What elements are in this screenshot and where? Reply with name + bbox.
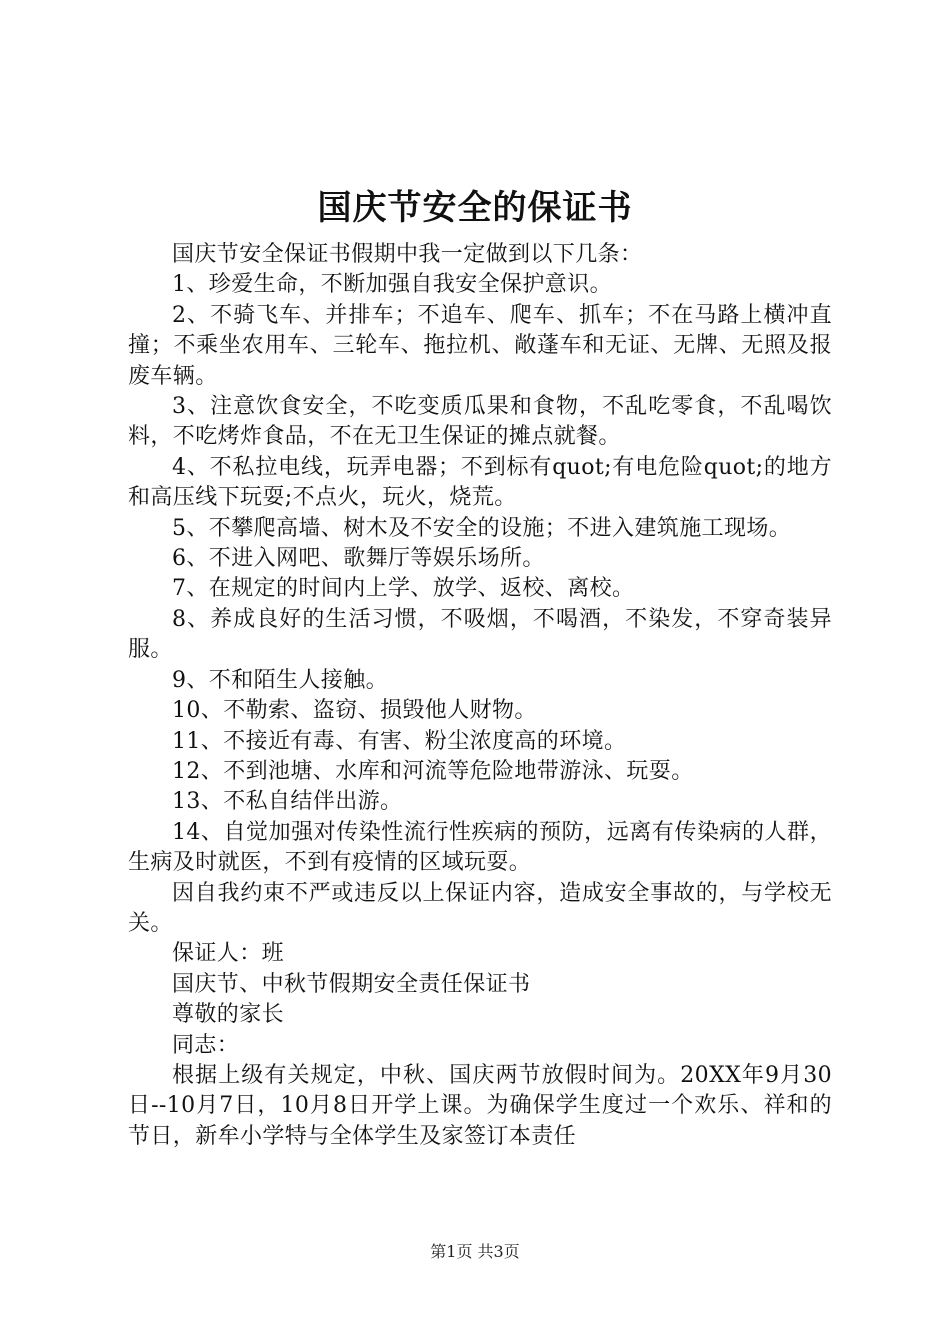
paragraph: 1、珍爱生命，不断加强自我安全保护意识。 (172, 272, 612, 298)
salutation: 同志： (172, 1032, 240, 1058)
paragraph: 5、不攀爬高墙、树木及不安全的设施；不进入建筑施工现场。 (172, 515, 792, 541)
page-number: 第1页 共3页 (430, 1242, 520, 1261)
paragraph: 12、不到池塘、水库和河流等危险地带游泳、玩耍。 (172, 758, 694, 784)
paragraph: 14、自觉加强对传染性流行性疾病的预防，远离有传染病的人群，生病及时就医，不到有疫情的区域玩耍。 (128, 819, 832, 876)
paragraph: 根据上级有关规定，中秋、国庆两节放假时间为。20XX年9月30日--10月7日，10月8日开学上课。为确保学生度过一个欢乐、祥和的节日，新牟小学特与全体学生及家签订本责任 (128, 1062, 832, 1149)
document-body (128, 240, 832, 1152)
section-heading: 国庆节、中秋节假期安全责任保证书 (172, 971, 531, 997)
paragraph: 国庆节安全保证书假期中我一定做到以下几条： (172, 242, 643, 267)
paragraph: 7、在规定的时间内上学、放学、返校、离校。 (172, 576, 635, 602)
paragraph: 4、不私拉电线，玩弄电器；不到标有quot;有电危险quot;的地方和高压线下玩耍;不点火，玩火，烧荒。 (128, 454, 832, 511)
paragraph: 10、不勒索、盗窃、损毁他人财物。 (172, 698, 537, 724)
paragraph: 13、不私自结伴出游。 (172, 789, 403, 815)
paragraph: 2、不骑飞车、并排车；不追车、爬车、抓车；不在马路上横冲直撞；不乘坐农用车、三轮车、拖拉机、敞蓬车和无证、无牌、无照及报废车辆。 (128, 302, 832, 389)
paragraph: 6、不进入网吧、歌舞厅等娱乐场所。 (172, 546, 545, 572)
paragraph: 9、不和陌生人接触。 (172, 667, 388, 693)
paragraph: 因自我约束不严或违反以上保证内容，造成安全事故的，与学校无关。 (128, 880, 832, 936)
paragraph: 11、不接近有毒、有害、粉尘浓度高的环境。 (172, 728, 627, 754)
paragraph: 3、注意饮食安全，不吃变质瓜果和食物，不乱吃零食，不乱喝饮料，不吃烤炸食品，不在无卫生保证的摊点就餐。 (128, 394, 832, 450)
salutation: 尊敬的家长 (172, 1002, 285, 1028)
signature-line: 保证人：班 (172, 941, 285, 967)
document-title: 国庆节安全的保证书 (317, 188, 633, 228)
paragraph: 8、养成良好的生活习惯，不吸烟，不喝酒，不染发，不穿奇装异服。 (128, 606, 832, 663)
